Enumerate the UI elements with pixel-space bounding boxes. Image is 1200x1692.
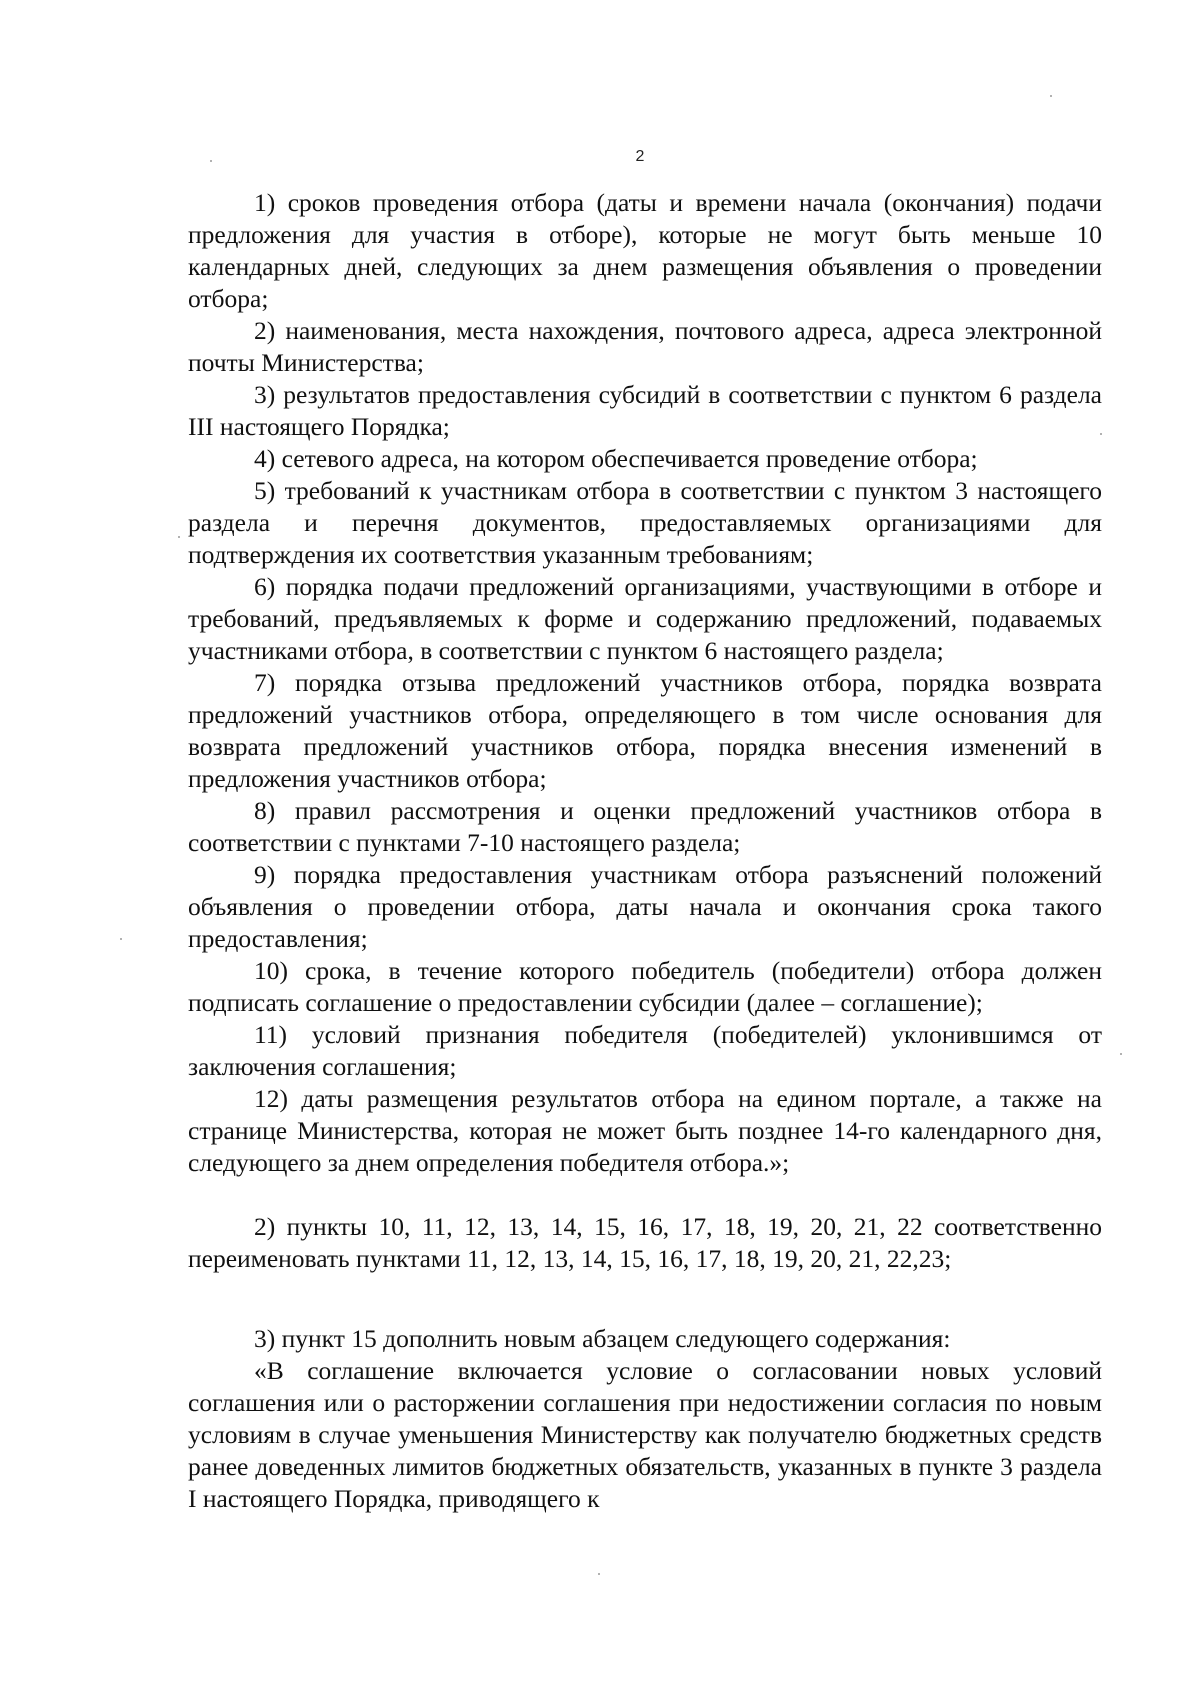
list-item: 2) наименования, места нахождения, почтового адреса, адреса электронной почты Министерства; bbox=[188, 316, 1102, 377]
list-item: 1) сроков проведения отбора (даты и времени начала (окончания) подачи предложения для участия в отборе), которые не могут быть меньше 10 календарных дней, следующих за днем размещения объявления о проведении отбора; bbox=[188, 188, 1102, 313]
scan-speck bbox=[120, 938, 122, 940]
list-item: 10) срока, в течение которого победитель (победители) отбора должен подписать соглашение о предоставлении субсидии (далее – соглашение); bbox=[188, 956, 1102, 1017]
scan-speck bbox=[598, 1573, 600, 1575]
list-item: 8) правил рассмотрения и оценки предложений участников отбора в соответствии с пунктами 7-10 настоящего раздела; bbox=[188, 796, 1102, 857]
document-body bbox=[188, 187, 1102, 1515]
list-item: 4) сетевого адреса, на котором обеспечивается проведение отбора; bbox=[254, 444, 978, 473]
amendment-3-text: «В соглашение включается условие о согласовании новых условий соглашения или о расторжении соглашения при недостижении согласия по новым условиям в случае уменьшения Министерству как получателю бюджетных средств ранее доведенных лимитов бюджетных обязательств, указанных в пункте 3 раздела I настоящего Порядка, приводящего к bbox=[188, 1356, 1102, 1513]
list-item: 5) требований к участникам отбора в соответствии с пунктом 3 настоящего раздела и перечня документов, предоставляемых организациями для подтверждения их соответствия указанным требованиям; bbox=[188, 476, 1102, 569]
amendment-3-intro: 3) пункт 15 дополнить новым абзацем следующего содержания: bbox=[254, 1324, 951, 1353]
amendment-2-paragraph: 2) пункты 10, 11, 12, 13, 14, 15, 16, 17, 18, 19, 20, 21, 22 соответственно переименовать пунктами 11, 12, 13, 14, 15, 16, 17, 18, 19, 20, 21, 22,23; bbox=[188, 1212, 1102, 1273]
scan-speck bbox=[178, 536, 180, 538]
page-number: 2 bbox=[635, 148, 645, 165]
scan-speck bbox=[1050, 95, 1052, 97]
list-item: 7) порядка отзыва предложений участников отбора, порядка возврата предложений участников отбора, определяющего в том числе основания для возврата предложений участников отбора, порядка внесения изменений в предложения участников отбора; bbox=[188, 668, 1102, 793]
list-item: 3) результатов предоставления субсидий в соответствии с пунктом 6 раздела III настоящего Порядка; bbox=[188, 380, 1102, 441]
list-item: 9) порядка предоставления участникам отбора разъяснений положений объявления о проведении отбора, даты начала и окончания срока такого предоставления; bbox=[188, 860, 1102, 953]
paragraph-spacer bbox=[188, 1179, 1102, 1211]
list-item: 11) условий признания победителя (победителей) уклонившимся от заключения соглашения; bbox=[188, 1020, 1102, 1081]
paragraph-spacer bbox=[188, 1275, 1102, 1323]
list-item: 12) даты размещения результатов отбора на едином портале, а также на странице Министерства, которая не может быть позднее 14-го календарного дня, следующего за днем определения победителя отбора.»; bbox=[188, 1084, 1102, 1177]
list-item: 6) порядка подачи предложений организациями, участвующими в отборе и требований, предъявляемых к форме и содержанию предложений, подаваемых участниками отбора, в соответствии с пунктом 6 настоящего раздела; bbox=[188, 572, 1102, 665]
scan-speck bbox=[1120, 1053, 1122, 1055]
scan-speck bbox=[1100, 433, 1102, 435]
scan-speck bbox=[210, 160, 212, 162]
